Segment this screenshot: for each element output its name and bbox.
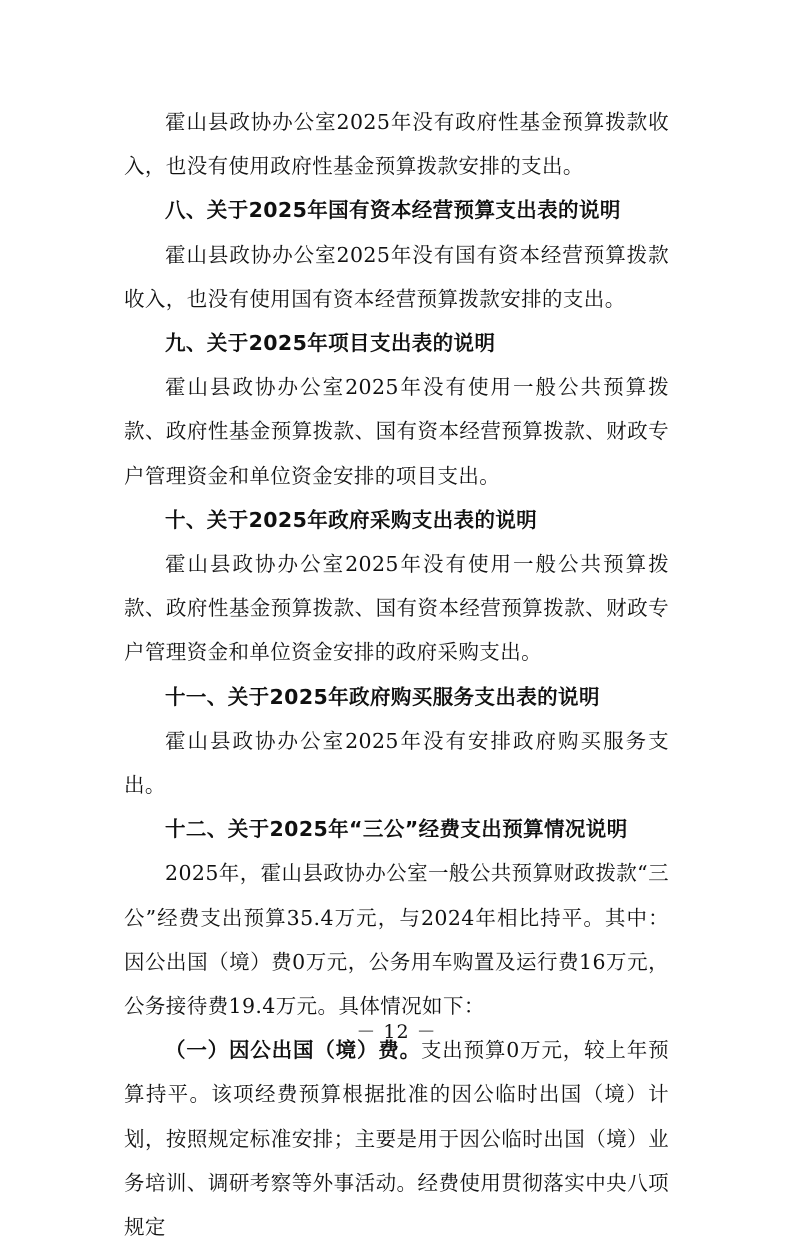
heading-section-8: 八、关于2025年国有资本经营预算支出表的说明 <box>165 198 621 223</box>
paragraph-purchase-services: 霍山县政协办公室2025年没有安排政府购买服务支出。 <box>124 728 669 798</box>
paragraph-government-procurement: 霍山县政协办公室2025年没有使用一般公共预算拨款、政府性基金预算拨款、国有资本经营预算拨款、财政专户管理资金和单位资金安排的政府采购支出。 <box>124 552 669 665</box>
heading-section-10: 十、关于2025年政府采购支出表的说明 <box>165 507 538 532</box>
paragraph-three-public-summary: 2025年，霍山县政协办公室一般公共预算财政拨款“三公”经费支出预算35.4万元，与2024年相比持平。其中：因公出国（境）费0万元，公务用车购置及运行费16万元，公务接待费19.4万元。具体情况如下： <box>124 861 669 1019</box>
document-body <box>0 100 793 1249</box>
paragraph-overseas-travel <box>0 1028 793 1249</box>
paragraph-fund-budget: 霍山县政协办公室2025年没有政府性基金预算拨款收入，也没有使用政府性基金预算拨款安排的支出。 <box>124 110 669 179</box>
paragraph-lead-overseas-travel: （一）因公出国（境）费。 <box>165 1038 421 1063</box>
page-number: － 12 － <box>356 1021 437 1043</box>
paragraph-state-capital: 霍山县政协办公室2025年没有国有资本经营预算拨款收入，也没有使用国有资本经营预算拨款安排的支出。 <box>124 242 669 311</box>
heading-section-11: 十一、关于2025年政府购买服务支出表的说明 <box>165 684 600 709</box>
heading-section-12: 十二、关于2025年“三公”经费支出预算情况说明 <box>165 817 628 842</box>
paragraph-body-overseas-travel: 支出预算0万元，较上年预算持平。该项经费预算根据批准的因公临时出国（境）计划，按照规定标准安排；主要是用于因公临时出国（境）业务培训、调研考察等外事活动。经费使用贯彻落实中央八项规定 <box>124 1038 669 1240</box>
heading-section-9: 九、关于2025年项目支出表的说明 <box>165 331 496 356</box>
paragraph-project-expenditure: 霍山县政协办公室2025年没有使用一般公共预算拨款、政府性基金预算拨款、国有资本经营预算拨款、财政专户管理资金和单位资金安排的项目支出。 <box>124 375 669 488</box>
